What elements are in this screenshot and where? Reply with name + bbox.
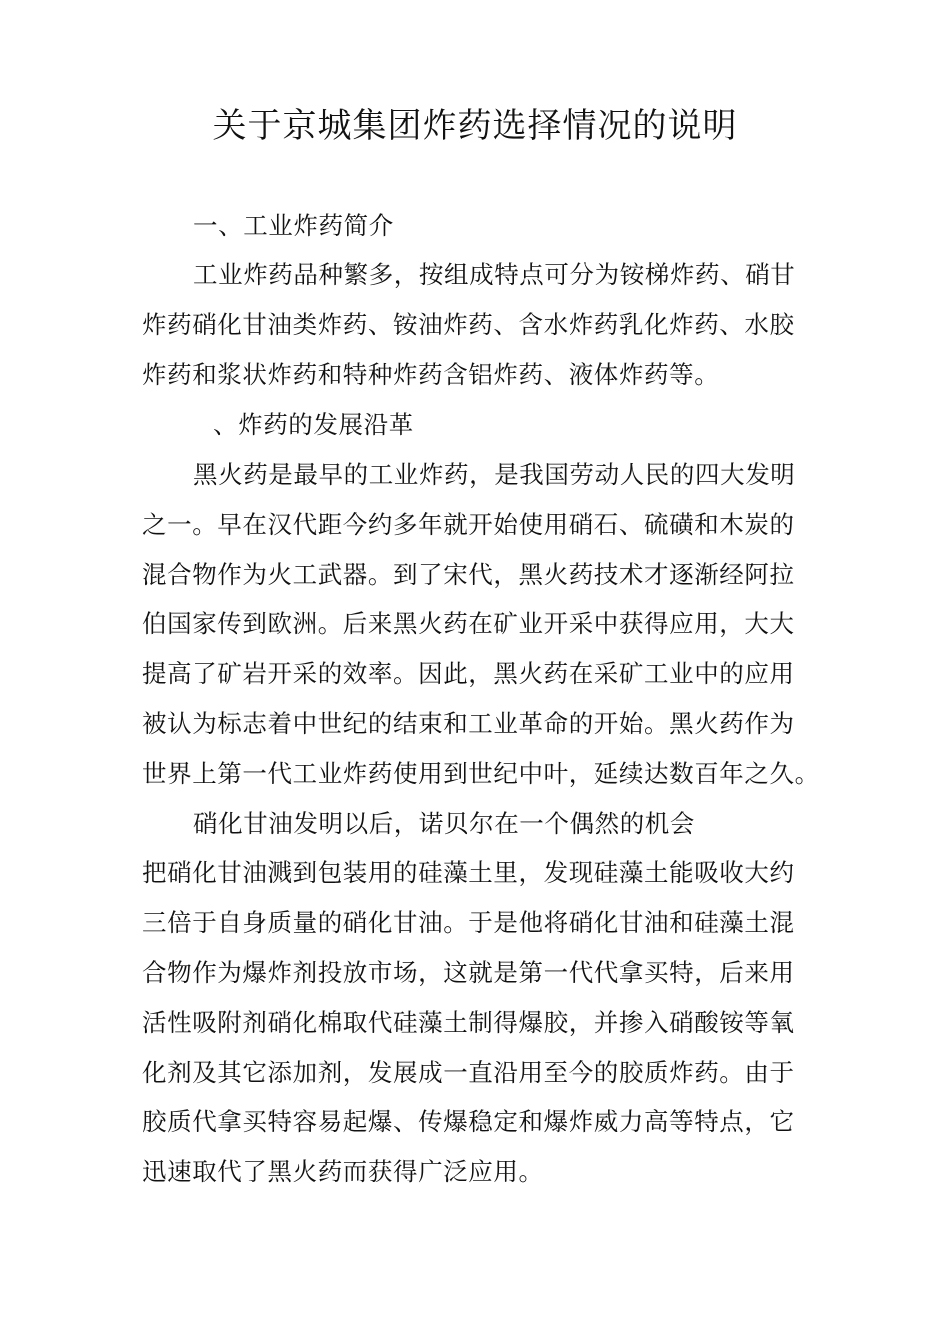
paragraph-line: 之一。早在汉代距今约多年就开始使用硝石、硫磺和木炭的 (142, 510, 795, 539)
paragraph-line: 工业炸药品种繁多，按组成特点可分为铵梯炸药、硝甘 (193, 260, 796, 289)
paragraph-line: 迅速取代了黑火药而获得广泛应用。 (142, 1157, 544, 1186)
section-heading-1: 一、工业炸药简介 (193, 211, 394, 240)
paragraph-line: 炸药硝化甘油类炸药、铵油炸药、含水炸药乳化炸药、水胶 (142, 310, 795, 339)
paragraph-line: 被认为标志着中世纪的结束和工业革命的开始。黑火药作为 (142, 709, 795, 738)
paragraph-line: 活性吸附剂硝化棉取代硅藻土制得爆胶，并掺入硝酸铵等氧 (142, 1008, 795, 1037)
paragraph-line: 世界上第一代工业炸药使用到世纪中叶，延续达数百年之久。 (142, 759, 820, 788)
paragraph-line: 混合物作为火工武器。到了宋代，黑火药技术才逐渐经阿拉 (142, 560, 795, 589)
paragraph-line: 黑火药是最早的工业炸药，是我国劳动人民的四大发明 (193, 460, 796, 489)
paragraph-line: 化剂及其它添加剂，发展成一直沿用至今的胶质炸药。由于 (142, 1058, 795, 1087)
document-title: 关于京城集团炸药选择情况的说明 (212, 106, 738, 146)
paragraph-line: 三倍于自身质量的硝化甘油。于是他将硝化甘油和硅藻土混 (142, 908, 795, 937)
paragraph-line: 硝化甘油发明以后，诺贝尔在一个偶然的机会 (193, 809, 695, 838)
paragraph-line: 合物作为爆炸剂投放市场，这就是第一代代拿买特，后来用 (142, 958, 795, 987)
section-heading-2: 、炸药的发展沿革 (213, 410, 414, 439)
paragraph-line: 把硝化甘油溅到包装用的硅藻土里，发现硅藻土能吸收大约 (142, 858, 795, 887)
paragraph-line: 伯国家传到欧洲。后来黑火药在矿业开采中获得应用，大大 (142, 609, 795, 638)
paragraph-line: 提高了矿岩开采的效率。因此，黑火药在采矿工业中的应用 (142, 659, 795, 688)
paragraph-line: 胶质代拿买特容易起爆、传爆稳定和爆炸威力高等特点，它 (142, 1107, 795, 1136)
paragraph-line: 炸药和浆状炸药和特种炸药含铝炸药、液体炸药等。 (142, 360, 720, 389)
